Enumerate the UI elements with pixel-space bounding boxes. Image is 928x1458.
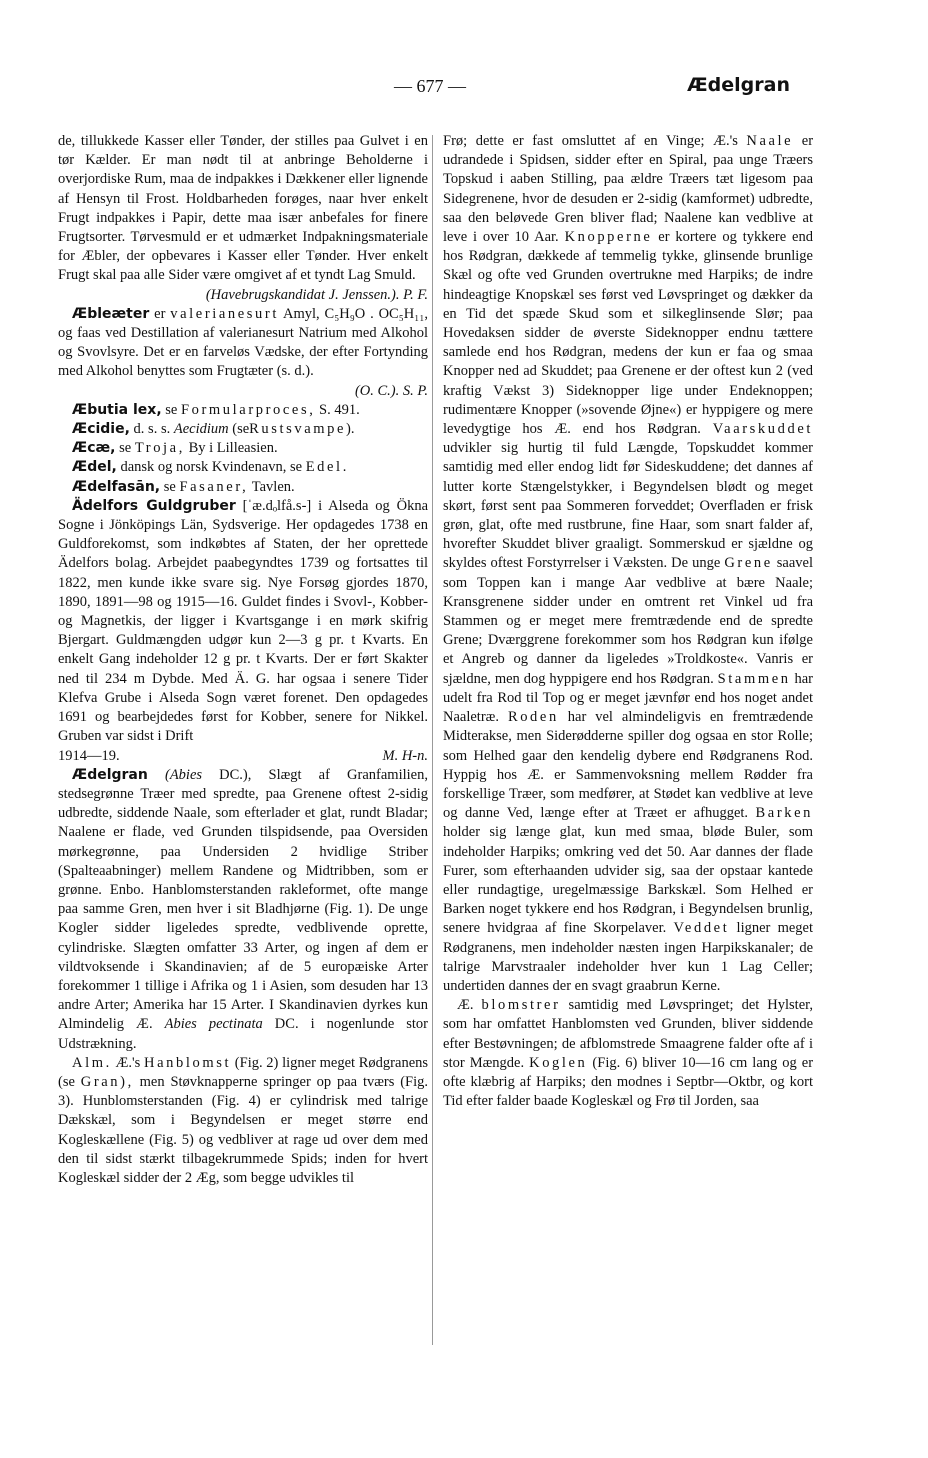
entry-aecae: Æcæ, se Troja, By i Lilleasien. — [72, 440, 278, 457]
entry-signature: M. H-n. — [382, 747, 428, 764]
entry-aecidie: Æcidie, d. s. s. Aecidium (seRustsvampe). — [72, 421, 355, 438]
left-column — [58, 132, 428, 1188]
right-column — [443, 132, 813, 1111]
headword: Ädelfors Guldgruber — [72, 497, 236, 514]
entry-signature: (Havebrugskandidat J. Jenssen.). P. F. — [205, 286, 428, 303]
headword: Æbutia lex, — [72, 401, 162, 418]
headword: Ædelgran — [72, 766, 148, 783]
entry-aedelfasan: Ædelfasān, se Fasaner, Tavlen. — [72, 478, 295, 495]
running-header-word: Ædelgran — [687, 74, 790, 96]
entry-signature: (O. C.). S. P. — [354, 382, 428, 399]
headword: Æcidie, — [72, 421, 130, 438]
entry-adelfors: Ädelfors Guldgruber [ˈæ.dₒlfå.s-] i Alseda og Ökna Sogne i Jönköpings Län, Sydsverige. Her opdagedes 1738 en Guldforekomst, som indkøbtes af Staten, der her oprettede Ädelfors bolag. Arbejdet paabegyndtes 1739 og fortsattes til 1822, men kunde ikke svare sig. Nye Forsøg gjordes 1870, 1890, 1891—98 og 1915—16. Guldet findes i Svovl-, Kobber- og Magnetkis, der ligger i Kvartsgange i en mørk skifrig Bjergart. Guldmængden udgør kun 2—3 g pr. t Kvarts. En enkelt Gang indeholder 12 g pr. t Kvarts. Der er ført Skakter ned til 234 m Dybde. Med Ä. G. har ogsaa i senere Tider Klefva Grube i Alseda Sogn været forenet. Den opdagedes 1691 og bearbejdedes først for Kobber, senere for Nikkel. Gruben var sidst i Drift — [58, 497, 428, 745]
entry-continuation: de, tillukkede Kasser eller Tønder, der stilles paa Gulvet i en tør Kælder. Er man nødt til at anbringe Beholderne i overjordiske Rum, maa de indpakkes i Dækkener eller lignende af Hensyn til Frost. Holdbarheden forøges, naar hver enkelt Frugt indpakkes i Papir, dette maa især anbefales for finere Frugtsorter. Tørvesmuld er et udmærket Indpakningsmateriale for Æbler, der opbevares i Kasser eller Tønder. Hver enkelt Frugt skal paa alle Sider være omgivet af et tyndt Lag Smuld. — [58, 133, 428, 284]
entry-aedel: Ædel, dansk og norsk Kvindenavn, se Edel. — [72, 459, 349, 476]
paragraph-almindelig: Alm. Æ.'s Hanblomst (Fig. 2) ligner meget Rødgranens (se Gran), men Støvknapperne springer op paa tværs (Fig. 3). Hunblomsterstanden (Fig. 4) er cylindrisk med talrige Dækskæl, som i Begyndelsen er meget større end Kogleskællene (Fig. 5) og vedbliver at rage ud over dem med den til sidst stærkt tilbagekrummede Spids; inden for hvert Kogleskæl sidder der 2 Æg, som begge udvikles til — [58, 1054, 429, 1186]
headword: Æcæ, — [72, 440, 116, 457]
paragraph-flowering: Æ. blomstrer samtidig med Løvspringet; det Hylster, som har omfattet Hanblomsten ved Grunden, bliver siddende efter Bestøvningen; de afblomstrede Smaagrene falder ofte af i stor Mængde. Koglen (Fig. 6) bliver 10—16 cm lang og er ofte klæbrig af Harpiks; den modnes i Septbr—Oktbr, og kort Tid efter falder baade Kogleskæl og Frø til Jorden, saa — [443, 997, 814, 1110]
column-divider — [432, 135, 433, 1345]
headword: Ædelfasān, — [72, 478, 161, 495]
entry-aebutia: Æbutia lex, se Formularproces, S. 491. — [72, 401, 360, 418]
headword: Æbleæter — [72, 305, 150, 322]
entry-aedelgran: Ædelgran (Abies DC.), Slægt af Granfamilien, stedsegrønne Træer med spredte, paa Grenene oftest 2-sidig udbredte, siddende Naale, som efterlader et glat, rundt Bladar; Naalene er flade, ved Grunden tilspidsende, paa Oversiden mørkegrønne, paa Undersiden 2 hvidlige Striber (Spalteaabninger) mellem Randene og Midtribben, som er grønne. Enbo. Hanblomsterstanden rakleformet, ofte mange paa samme Gren, men hver i sit Bladhjørne (Fig. 1). De unge Kogler sidder ligeledes spredte, vedblivende oprette, cylindriske. Slægten omfatter 33 Arter, og ingen af dem er vildtvoksende i Skandinavien; af de 5 europæiske Arter forekommer 1 tillige i Afrika og 1 i Asien, som desuden har 13 andre Arter; Amerika har 15 Arter. I Skandinavien dyrkes kun Almindelig Æ. Abies pectinata DC. i nogenlunde stor Udstrækning. — [58, 766, 429, 1052]
page-number: — 677 — — [394, 76, 466, 96]
headword: Ædel, — [72, 459, 117, 476]
paragraph-anatomy: Frø; dette er fast omsluttet af en Vinge; Æ.'s Naale er udrandede i Spidsen, sidder efter en Spiral, paa unge Træers Topskud i aaben Stilling, paa ældre Træers tæt ligesom paa Sidegrenene, hvor de desuden er 2-sidig (kamformet) udbredte, saa den beløvede Gren bliver flad; Naalene kan vedblive at leve i over 10 Aar. Knopperne er kortere og tykkere end hos Rødgran, dækkede af temmelig tykke, glinsende brunlige Skæl og ofte ved Grunden overtrukne med Harpiks; de indre hindeagtige Knopskæl ses først ved Løvspringet og dækker da en Tid det spæde Skud som et silkeglinsende Slør; paa Hovedaksen sidder de øverste Sideknopper endnu tættere samlede end hos Rødgran, medens der kun er faa og smaa Knopper ned ad Skuddet; paa Grenene er der oftest kun 2 (ved kraftig Vækst 3) Sideknopper lige under Endeknoppen; rudimentære Knopper (»sovende Øjne«) er hyppigere og mere levedygtige hos Æ. end hos Rødgran. Vaarskuddet udvikler sig hurtig til fuld Længde, Topskuddet kommer samtidig med eller endog lidt før Sideskuddene; det dannes af lutter korte Stængelstykker, i Begyndelsen blødt og meget skørt, først sent paa Sommeren forveddet; Overfladen er frisk grøn, glat, ofte med rustbrune, fine Haar, som snart falder af, hvorefter Skuddet bliver graaligt. Sommerskud er sjældne og skyldes oftest Forstyrrelser i Væksten. De unge Grene saavel som Toppen kan i mange Aar vedblive at bære Naale; Kransgrenene sidder under en omtrent ret Vinkel ud fra Stammen og er meget mere fremtrædende end de spredte Grene; Dværggrene forekommer som hos Rødgran kun ifølge et Angreb og danner da ligeledes »Troldkoste«. Vanris er sjældne, men dog hyppigere end hos Rødgran. Stammen har udelt fra Rod til Top og er meget jævnfør end hos noget andet Naaletræ. Roden har vel almindeligvis en fremtrædende Midterakse, men Siderødderne spiller dog ogsaa en stor Rolle; som Helhed gaar den kendelig dybere end Rødgranens Rod. Hyppig hos Æ. er Sammenvoksning mellem Rødder fra forskellige Træer, som medfører, at Stødet kan vedblive at leve og danne Ved, længe efter at Træet er afhugget. Barken holder sig længe glat, kun med smaa, bløde Buler, som indeholder Harpiks; omkring ved det 50. Aar dannes der flade Furer, som efterhaanden udvider sig, saa der opstaar kantede eller rundagtige, uregelmæssige Barkskæl. Som Helhed er Barken noget tykkere end hos Rødgran, i Begyndelsen brunlig, senere hvidgraa af fine Skorpelaver. Veddet ligner meget Rødgranens, men indeholder næsten ingen Harpikskanaler; de talrige Marvstraaler indeholder hver kun 1 Lag Celler; undertiden dannes der en svagt graabrun Kerne. — [443, 133, 814, 994]
entry-aebleaeter: Æbleæter er valerianesurt Amyl, C₅H₉O . OC₅H₁₁, og faas ved Destillation af valerianesurt Natrium med Alkohol og Svovlsyre. Det er en farveløs Vædske, der efter Fortynding med Alkohol benyttes som Frugtæter (s. d.). — [58, 305, 428, 380]
entry-end-line: 1914—19. M. H-n. — [58, 747, 428, 766]
